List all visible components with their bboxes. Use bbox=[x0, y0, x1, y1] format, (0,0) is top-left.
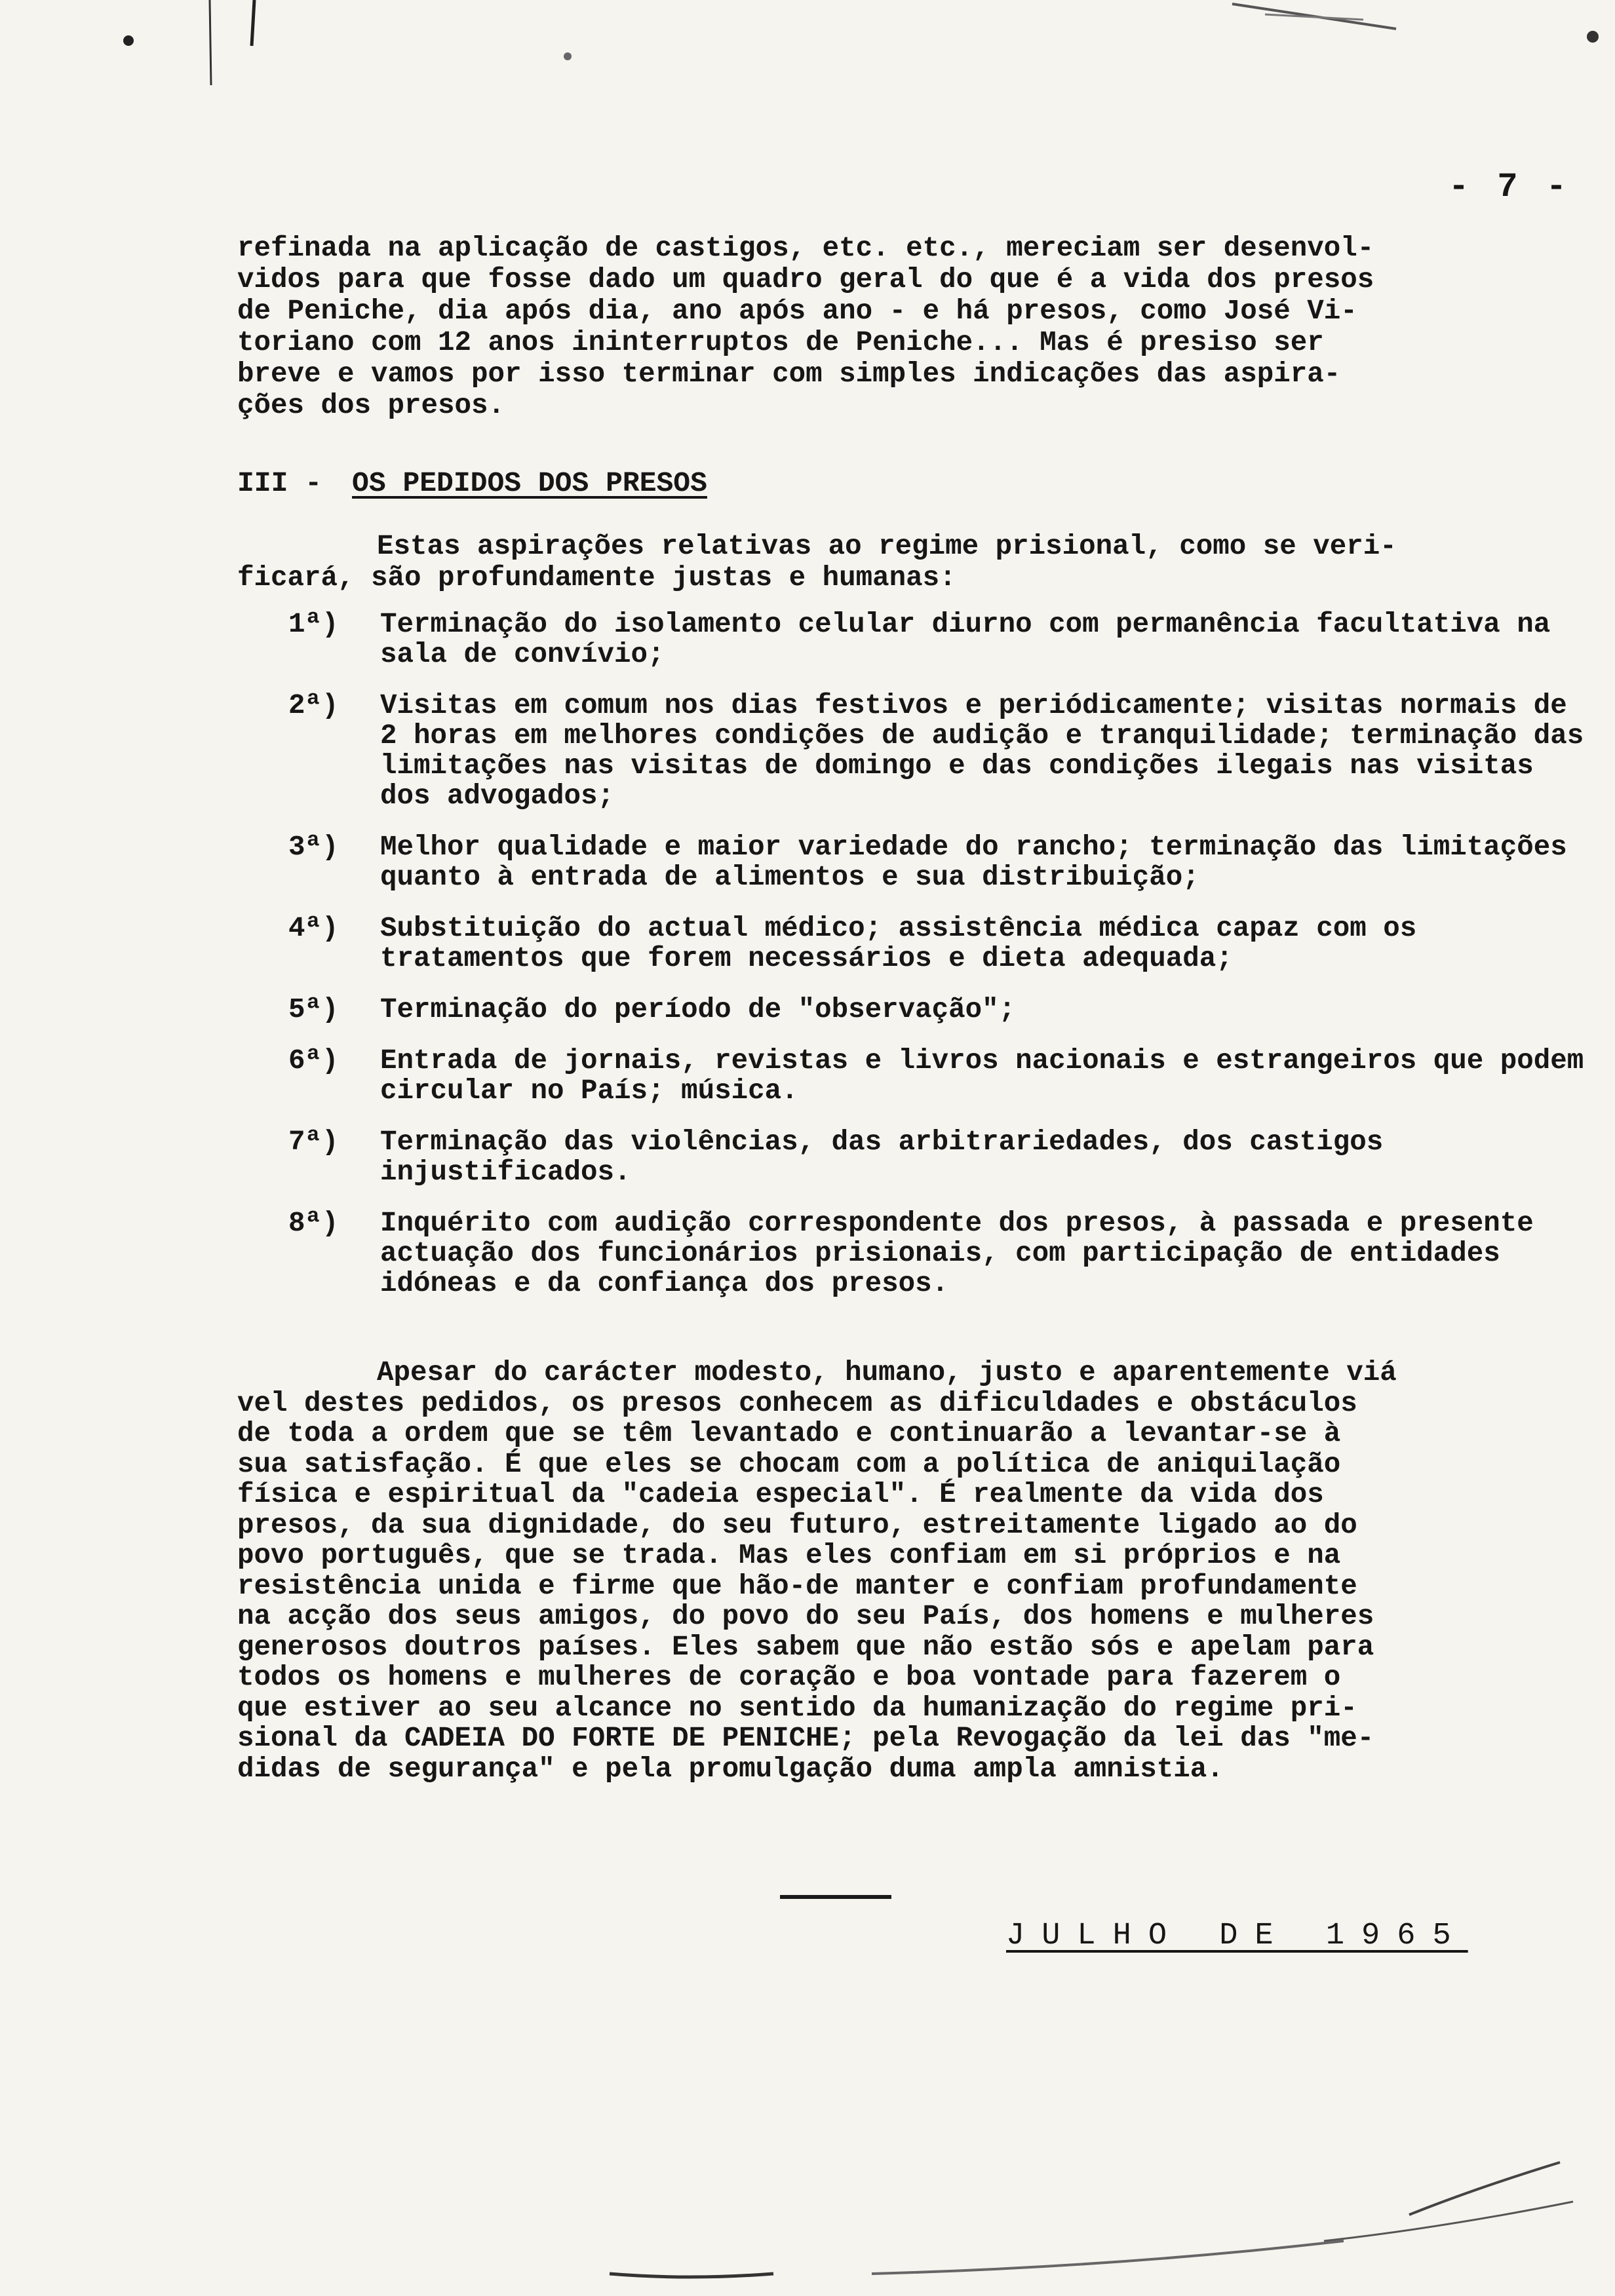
text-line: sua satisfação. É que eles se chocam com a política de aniquilação bbox=[237, 1448, 1341, 1480]
text-line: de Peniche, dia após dia, ano após ano - e há presos, como José Vi- bbox=[237, 296, 1357, 327]
item-number: 3ª) bbox=[288, 832, 339, 863]
scan-smudge-bottom bbox=[872, 2241, 1344, 2274]
text-line: vel destes pedidos, os presos conhecem as dificuldades e obstáculos bbox=[237, 1387, 1357, 1419]
list-item bbox=[288, 832, 1593, 892]
item-number: 2ª) bbox=[288, 690, 339, 721]
separator-rule bbox=[780, 1895, 891, 1899]
text-line: que estiver ao seu alcance no sentido da humanização do regime pri- bbox=[237, 1692, 1357, 1724]
text-line: toriano com 12 anos ininterruptos de Peniche... Mas é presiso ser bbox=[237, 327, 1324, 358]
text-line: Estas aspirações relativas ao regime prisional, como se veri- bbox=[377, 531, 1397, 562]
item-text: Terminação do isolamento celular diurno com permanência facultativa na sala de convívio; bbox=[380, 609, 1551, 670]
scan-smudge-bottom bbox=[610, 2274, 773, 2277]
section-title: OS PEDIDOS DOS PRESOS bbox=[352, 467, 707, 499]
intro-paragraph bbox=[237, 233, 1515, 421]
scan-dot bbox=[123, 35, 134, 46]
item-text: Entrada de jornais, revistas e livros nacionais e estrangeiros que podem circular no País; música. bbox=[380, 1045, 1584, 1107]
section-heading bbox=[237, 467, 707, 499]
item-text: Visitas em comum nos dias festivos e periódicamente; visitas normais de 2 horas em melhores condições de audição e tranquilidade; terminação das limitações nas visitas de domingo e das condições ilegais nas visitas dos advogados; bbox=[380, 690, 1584, 812]
text-line: na acção dos seus amigos, do povo do seu País, dos homens e mulheres bbox=[237, 1601, 1374, 1632]
text-line: ficará, são profundamente justas e humanas: bbox=[237, 562, 956, 594]
list-item bbox=[288, 995, 1593, 1025]
item-text: Substituição do actual médico; assistência médica capaz com os tratamentos que forem necessários e dieta adequada; bbox=[380, 913, 1417, 974]
item-text: Terminação do período de "observação"; bbox=[380, 994, 1016, 1025]
text-line: didas de segurança" e pela promulgação duma ampla amnistia. bbox=[237, 1753, 1224, 1785]
scan-smudge-bottom bbox=[1409, 2162, 1560, 2215]
item-number: 6ª) bbox=[288, 1045, 339, 1077]
text-line: presos, da sua dignidade, do seu futuro, estreitamente ligado ao do bbox=[237, 1509, 1357, 1541]
scan-dot bbox=[564, 52, 572, 60]
text-line: ções dos presos. bbox=[237, 390, 505, 421]
section-numeral: III - bbox=[237, 467, 322, 499]
item-number: 5ª) bbox=[288, 994, 339, 1025]
text-line: todos os homens e mulheres de coração e boa vontade para fazerem o bbox=[237, 1662, 1341, 1693]
list-item bbox=[288, 913, 1593, 974]
scan-line-left-2 bbox=[252, 0, 254, 46]
list-item bbox=[288, 1127, 1593, 1187]
closing-paragraph bbox=[237, 1358, 1397, 1784]
item-number: 1ª) bbox=[288, 609, 339, 640]
page-number: - 7 - bbox=[1449, 168, 1571, 206]
text-line: Apesar do carácter modesto, humano, justo e aparentemente viá bbox=[377, 1357, 1397, 1388]
scan-dot bbox=[1587, 31, 1599, 43]
list-item bbox=[288, 1046, 1593, 1106]
text-line: generosos doutros países. Eles sabem que não estão sós e apelam para bbox=[237, 1631, 1374, 1663]
item-text: Inquérito com audição correspondente dos presos, à passada e presente actuação dos funcionários prisionais, com participação de entidades idóneas e da confiança dos presos. bbox=[380, 1208, 1534, 1299]
item-text: Melhor qualidade e maior variedade do rancho; terminação das limitações quanto à entrada de alimentos e sua distribuição; bbox=[380, 832, 1567, 893]
lead-paragraph bbox=[237, 531, 1397, 594]
scan-line-left bbox=[210, 0, 211, 85]
item-number: 8ª) bbox=[288, 1208, 339, 1239]
item-text: Terminação das violências, das arbitrariedades, dos castigos injustificados. bbox=[380, 1126, 1384, 1188]
text-line: resistência unida e firme que hão-de manter e confiam profundamente bbox=[237, 1570, 1357, 1602]
list-item bbox=[288, 691, 1593, 811]
text-line: povo português, que se trada. Mas eles confiam em si próprios e na bbox=[237, 1540, 1341, 1571]
text-line: breve e vamos por isso terminar com simples indicações das aspira- bbox=[237, 358, 1341, 390]
document-date: JULHO DE 1965 bbox=[1006, 1919, 1468, 1953]
text-line: sional da CADEIA DO FORTE DE PENICHE; pela Revogação da lei das "me- bbox=[237, 1723, 1374, 1754]
text-line: refinada na aplicação de castigos, etc. etc., mereciam ser desenvol- bbox=[237, 233, 1374, 264]
text-line: de toda a ordem que se têm levantado e continuarão a levantar-se à bbox=[237, 1418, 1341, 1449]
item-number: 7ª) bbox=[288, 1126, 339, 1158]
demands-list bbox=[288, 609, 1593, 1320]
text-line: física e espiritual da "cadeia especial". É realmente da vida dos bbox=[237, 1479, 1324, 1510]
text-line: vidos para que fosse dado um quadro geral do que é a vida dos presos bbox=[237, 264, 1374, 296]
list-item bbox=[288, 609, 1593, 670]
item-number: 4ª) bbox=[288, 913, 339, 944]
list-item bbox=[288, 1208, 1593, 1299]
scan-smudge-bottom bbox=[1324, 2202, 1573, 2241]
